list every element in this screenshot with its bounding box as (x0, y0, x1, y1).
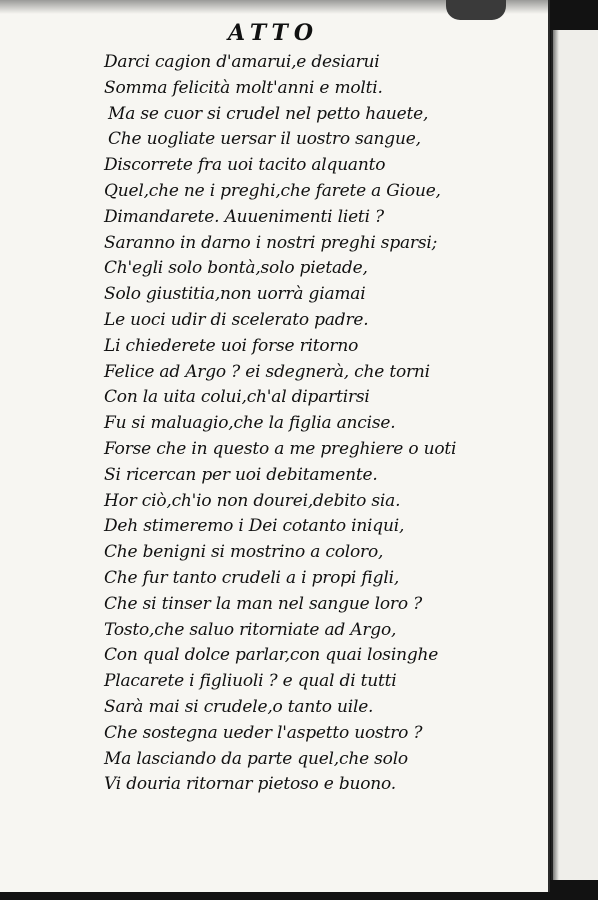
verse-line: Con la uita colui,ch'al dipartirsi (104, 387, 370, 408)
binding-clip (446, 0, 506, 20)
verse-line: Vi douria ritornar pietoso e buono. (104, 774, 396, 795)
verse-line: Dimandarete. Auuenimenti lieti ? (104, 206, 384, 227)
verse-line: Placarete i figliuoli ? e qual di tutti (104, 671, 397, 692)
verse-line: Saranno in darno i nostri preghi sparsi; (104, 232, 438, 253)
verse-line: Che uogliate uersar il uostro sangue, (108, 129, 421, 150)
verse-line: Quel,che ne i preghi,che farete a Gioue, (104, 180, 441, 201)
verse-lines (104, 50, 544, 798)
verse-line: Che benigni si mostrino a coloro, (104, 542, 384, 563)
verse-line: Che fur tanto crudeli a i propi figli, (104, 567, 400, 588)
verse-line: Ma lasciando da parte quel,che solo (104, 748, 408, 769)
verse-line: Si ricercan per uoi debitamente. (104, 464, 378, 485)
verse-line: Li chiederete uoi forse ritorno (104, 335, 359, 356)
verse-line: Felice ad Argo ? ei sdegnerà, che torni (104, 361, 430, 382)
verse-line: Deh stimeremo i Dei cotanto iniqui, (104, 516, 405, 537)
verse-line: Ch'egli solo bontà,solo pietade, (104, 258, 368, 279)
verse-line: Solo giustitia,non uorrà giamai (104, 284, 366, 305)
verse-line: Hor ciò,ch'io non dourei,debito sia. (104, 490, 401, 511)
verse-line: Ma se cuor si crudel nel petto hauete, (108, 103, 429, 124)
verse-line: Sarà mai si crudele,o tanto uile. (104, 696, 374, 717)
verse-line: Darci cagion d'amarui,e desiarui (104, 52, 380, 72)
verse-line: Forse che in questo a me preghiere o uoti (104, 438, 457, 459)
adjacent-page-shadow (553, 30, 559, 880)
verse-line: Che si tinser la man nel sangue loro ? (104, 593, 423, 614)
verse-line: Tosto,che saluo ritorniate ad Argo, (104, 619, 397, 640)
verse-line: Con qual dolce parlar,con quai losinghe (104, 645, 439, 666)
verse-line: Fu si maluagio,che la figlia ancise. (104, 413, 396, 434)
verse-line: Somma felicità molt'anni e molti. (104, 77, 383, 98)
verse-line: Le uoci udir di scelerato padre. (104, 309, 369, 330)
verse-line: Discorrete fra uoi tacito alquanto (104, 155, 386, 176)
verse-line: Che sostegna ueder l'aspetto uostro ? (104, 722, 423, 743)
adjacent-page-edge (551, 30, 598, 880)
running-heading: ATTO (228, 20, 319, 46)
